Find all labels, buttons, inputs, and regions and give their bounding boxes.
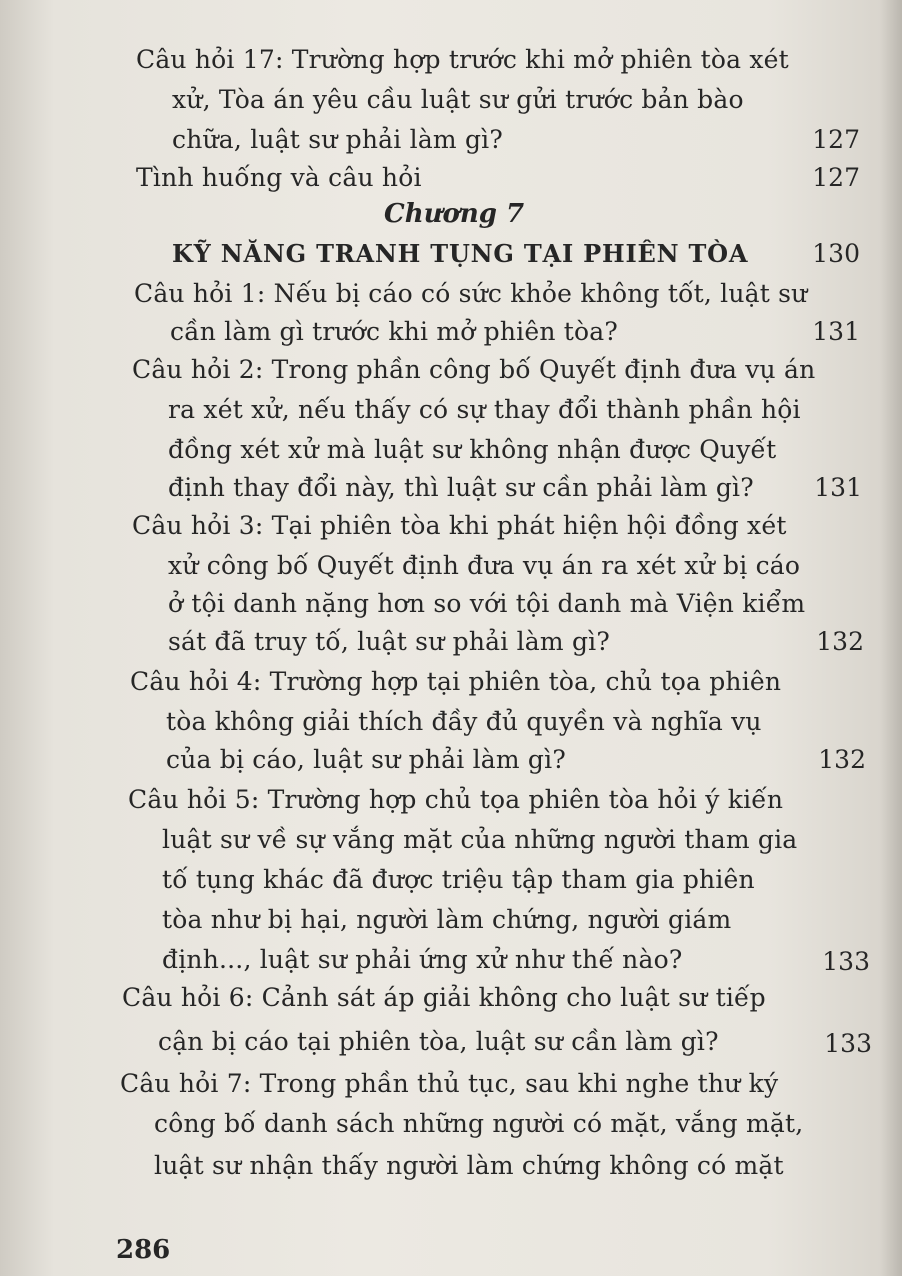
toc-entry-line: định..., luật sư phải ứng xử như thế nào? [162, 945, 683, 974]
toc-entry-line: luật sư nhận thấy người làm chứng không có mặt [154, 1151, 784, 1180]
toc-entry-line: xử, Tòa án yêu cầu luật sư gửi trước bản bào [172, 85, 744, 114]
toc-entry-line: Câu hỏi 5: Trường hợp chủ tọa phiên tòa hỏi ý kiến [128, 785, 784, 814]
toc-page-number: 133 [822, 947, 870, 976]
toc-entry-line: Câu hỏi 1: Nếu bị cáo có sức khỏe không tốt, luật sư [134, 279, 808, 308]
chapter-label: Chương 7 [384, 199, 525, 229]
toc-entry-line: tòa như bị hại, người làm chứng, người giám [162, 905, 732, 934]
toc-entry-line: cần làm gì trước khi mở phiên tòa? [170, 317, 619, 346]
toc-entry-line: Câu hỏi 2: Trong phần công bố Quyết định đưa vụ án [132, 355, 816, 384]
toc-entry-line: tòa không giải thích đầy đủ quyền và nghĩa vụ [166, 707, 762, 736]
toc-page-number: 127 [812, 125, 860, 154]
toc-page-number: 131 [814, 473, 862, 502]
toc-entry-line: Câu hỏi 4: Trường hợp tại phiên tòa, chủ tọa phiên [130, 667, 782, 696]
toc-entry-line: chữa, luật sư phải làm gì? [172, 125, 503, 154]
toc-entry-line: định thay đổi này, thì luật sư cần phải làm gì? [168, 473, 754, 502]
toc-entry-line: ra xét xử, nếu thấy có sự thay đổi thành phần hội [168, 395, 801, 424]
toc-entry-line: Câu hỏi 3: Tại phiên tòa khi phát hiện hội đồng xét [132, 511, 787, 540]
toc-page-number: 130 [812, 239, 860, 268]
toc-entry-line: Câu hỏi 7: Trong phần thủ tục, sau khi nghe thư ký [120, 1069, 779, 1098]
toc-entry-line: công bố danh sách những người có mặt, vắng mặt, [154, 1109, 804, 1138]
toc-entry-line: sát đã truy tố, luật sư phải làm gì? [168, 627, 610, 656]
toc-page-number: 127 [812, 163, 860, 192]
toc-page-number: 132 [816, 627, 864, 656]
folio-page-number: 286 [116, 1235, 171, 1265]
toc-entry-line: đồng xét xử mà luật sư không nhận được Quyết [168, 435, 777, 464]
toc-page-number: 131 [812, 317, 860, 346]
toc-entry-line: luật sư về sự vắng mặt của những người tham gia [162, 825, 798, 854]
toc-page-number: 132 [818, 745, 866, 774]
toc-entry-line: xử công bố Quyết định đưa vụ án ra xét xử bị cáo [168, 551, 801, 580]
toc-entry-line: ở tội danh nặng hơn so với tội danh mà Viện kiểm [168, 589, 806, 618]
chapter-title: KỸ NĂNG TRANH TỤNG TẠI PHIÊN TÒA [172, 239, 749, 268]
toc-entry-line: tố tụng khác đã được triệu tập tham gia phiên [162, 865, 755, 894]
toc-entry-line: Tình huống và câu hỏi [136, 163, 422, 192]
toc-page-number: 133 [824, 1029, 872, 1058]
toc-entry-line: của bị cáo, luật sư phải làm gì? [166, 745, 566, 774]
toc-entry-line: cận bị cáo tại phiên tòa, luật sư cần làm gì? [158, 1027, 719, 1056]
toc-entry-line: Câu hỏi 17: Trường hợp trước khi mở phiên tòa xét [136, 45, 789, 74]
toc-entry-line: Câu hỏi 6: Cảnh sát áp giải không cho luật sư tiếp [122, 983, 766, 1012]
